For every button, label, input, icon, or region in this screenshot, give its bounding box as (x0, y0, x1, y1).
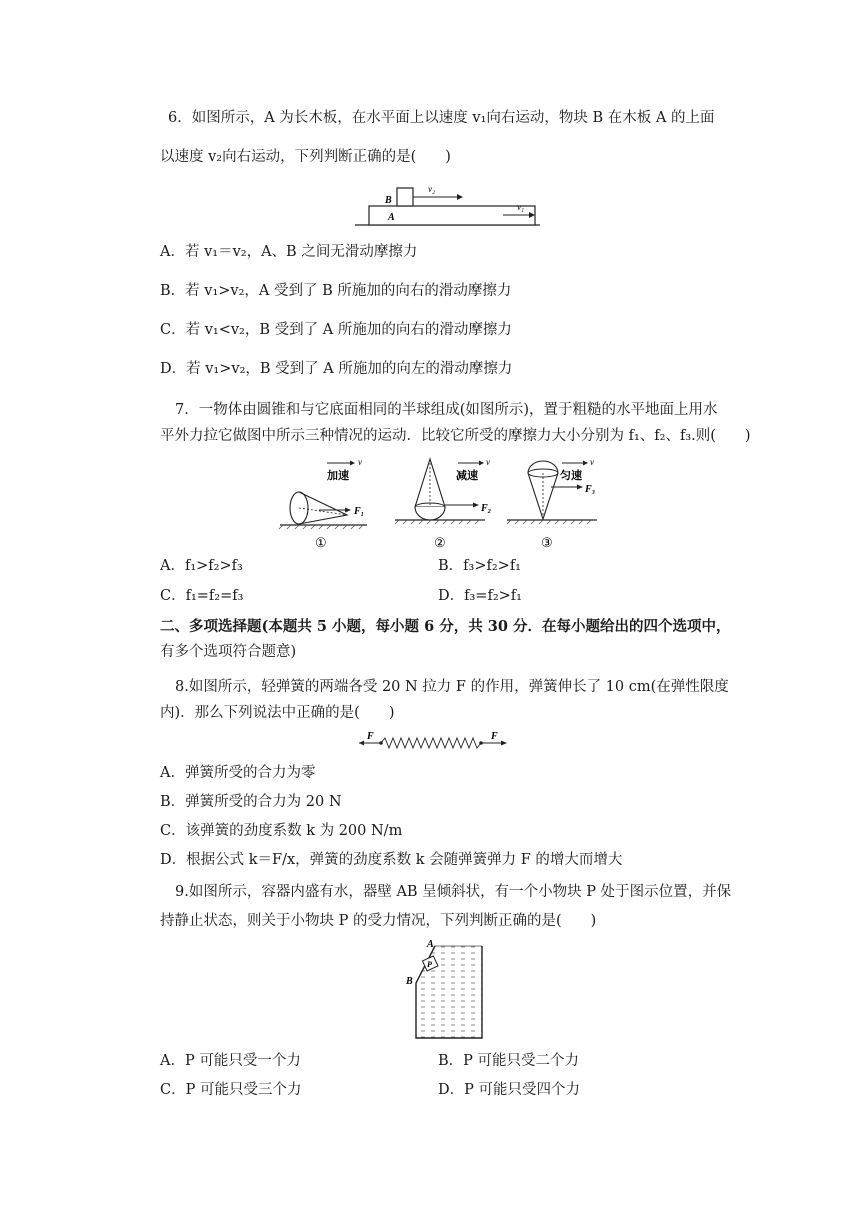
label-p: P (427, 960, 432, 969)
q9-option-c: C．P 可能只受三个力 (160, 1082, 302, 1098)
label-a: A (388, 212, 395, 223)
q9-option-a: A．P 可能只受一个力 (160, 1053, 301, 1069)
q8-figure-spring (355, 728, 515, 752)
q6-figure-board-block (355, 182, 545, 228)
q7-option-c: C．f₁=f₂=f₃ (160, 588, 244, 604)
q9-option-d: D．P 可能只受四个力 (438, 1082, 580, 1098)
q7-stem-line1: 7．一物体由圆锥和与它底面相同的半球组成(如图所示)，置于粗糙的水平地面上用水 (175, 402, 718, 418)
q8-option-a: A．弹簧所受的合力为零 (160, 765, 316, 781)
q9-stem-line2: 持静止状态，则关于小物块 P 的受力情况，下列判断正确的是( ) (160, 913, 597, 929)
q7-option-d: D．f₃=f₂>f₁ (438, 588, 522, 604)
num-2: ② (434, 535, 446, 550)
svg-text:v: v (590, 457, 594, 467)
label-b: B (385, 195, 392, 206)
spring-force-right: F (491, 731, 498, 742)
label-decelerate: 减速 (456, 470, 478, 482)
q9-option-b: B．P 可能只受二个力 (438, 1053, 580, 1069)
cone-panel-2 (395, 457, 491, 550)
q9-stem-line1: 9.如图所示，容器内盛有水，器壁 AB 呈倾斜状，有一个小物块 P 处于图示位置，并保 (175, 884, 732, 900)
svg-text:F₂: F₂ (481, 503, 492, 514)
svg-text:v: v (486, 457, 490, 467)
block-b (397, 188, 413, 206)
svg-text:F₁: F₁ (354, 506, 365, 517)
q7-stem-line2: 平外力拉它做图中所示三种情况的运动．比较它所受的摩擦力大小分别为 f₁、f₂、f₃.则( ) (160, 428, 751, 444)
q6-stem-line1: 6．如图所示，A 为长木板，在水平面上以速度 v₁向右运动，物块 B 在木板 A 的上面 (168, 110, 715, 126)
label-v2: v₂ (428, 184, 436, 194)
label-uniform: 匀速 (560, 470, 582, 482)
svg-text:v: v (358, 457, 362, 467)
q6-option-d: D．若 v₁>v₂，B 受到了 A 所施加的向左的滑动摩擦力 (160, 361, 513, 377)
q7-option-a: A．f₁>f₂>f₃ (160, 558, 243, 574)
q8-option-d: D．根据公式 k＝F/x，弹簧的劲度系数 k 会随弹簧弹力 F 的增大而增大 (160, 852, 623, 868)
num-3: ③ (541, 535, 553, 550)
q7-option-b: B．f₃>f₂>f₁ (438, 558, 521, 574)
num-1: ① (315, 535, 327, 550)
label-a: A (427, 939, 434, 950)
q8-stem-line1: 8.如图所示，轻弹簧的两端各受 20 N 拉力 F 的作用，弹簧伸长了 10 cm(在弹性限度 (175, 679, 729, 695)
spring-coil (381, 738, 481, 748)
cone-panel-1 (279, 457, 367, 550)
cone-panel-3 (507, 457, 597, 550)
q8-stem-line2: 内)．那么下列说法中正确的是( ) (160, 705, 395, 721)
q6-option-c: C．若 v₁<v₂，B 受到了 A 所施加的向右的滑动摩擦力 (160, 322, 512, 338)
label-v1: v₁ (517, 202, 525, 212)
q6-stem-line2: 以速度 v₂向右运动，下列判断正确的是( ) (160, 149, 451, 165)
label-accelerate: 加速 (327, 470, 349, 482)
q9-figure-container (400, 938, 490, 1044)
q7-figure-cones (275, 455, 605, 555)
section2-heading: 二、多项选择题(本题共 5 小题，每小题 6 分，共 30 分．在每小题给出的四个选项中， (160, 618, 731, 635)
q8-option-c: C．该弹簧的劲度系数 k 为 200 N/m (160, 823, 403, 839)
label-b: B (406, 976, 413, 987)
svg-text:F₃: F₃ (585, 484, 596, 495)
q8-option-b: B．弹簧所受的合力为 20 N (160, 794, 342, 810)
spring-force-left: F (367, 731, 374, 742)
section2-heading-cont: 有多个选项符合题意) (160, 644, 297, 660)
q6-option-b: B．若 v₁>v₂，A 受到了 B 所施加的向右的滑动摩擦力 (160, 283, 512, 299)
q6-option-a: A．若 v₁＝v₂，A、B 之间无滑动摩擦力 (160, 244, 418, 260)
